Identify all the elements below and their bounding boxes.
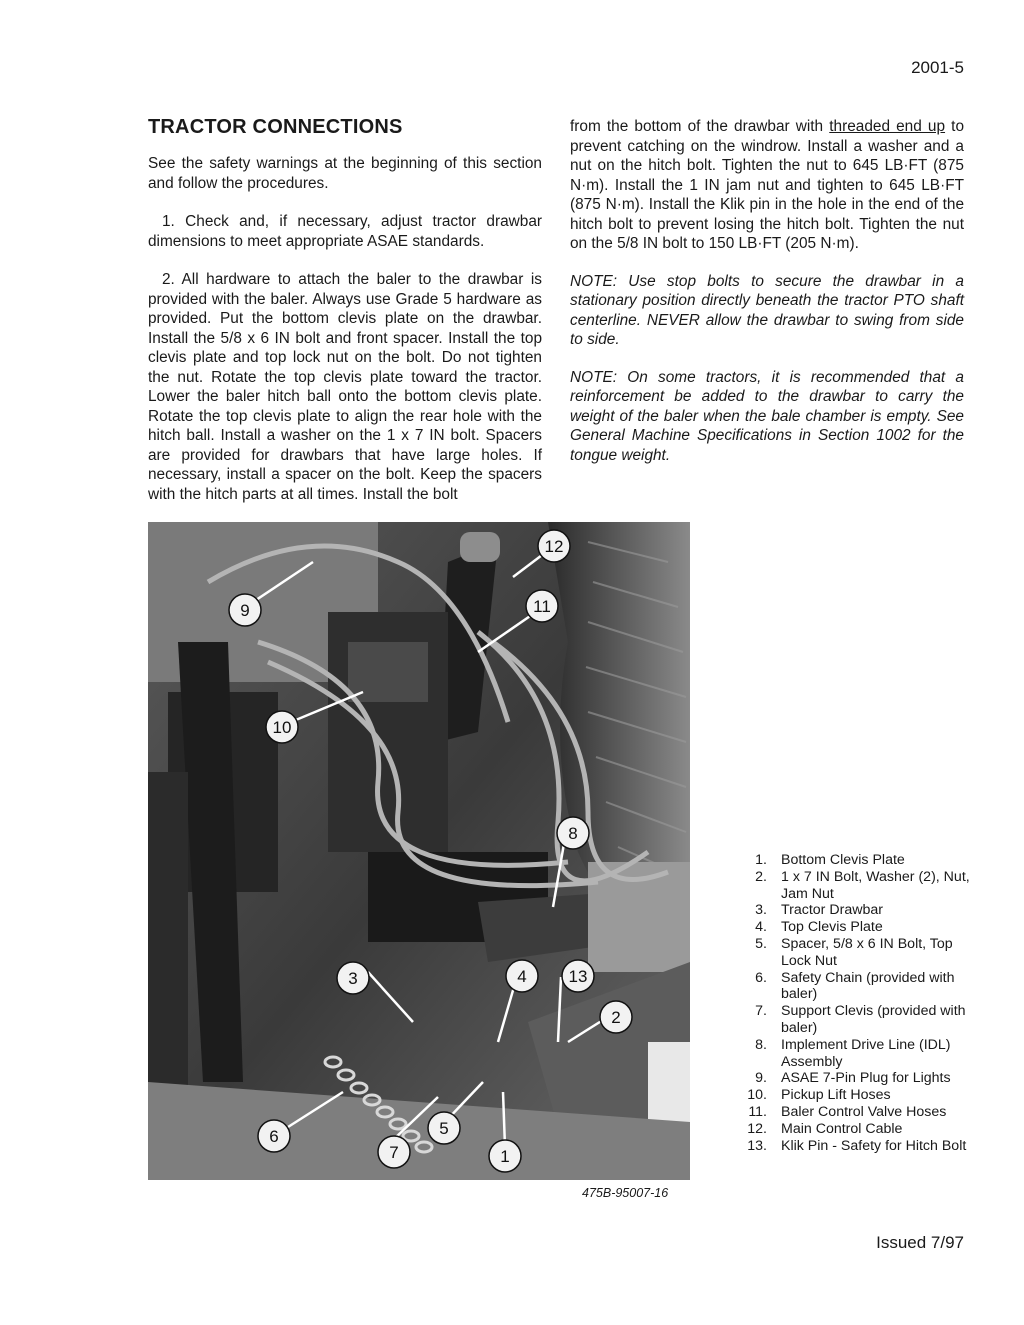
legend-text: Spacer, 5/8 x 6 IN Bolt, Top Lock Nut [781, 935, 953, 969]
step-2-continued [570, 117, 964, 254]
legend-item [732, 919, 972, 936]
figure-id: 475B-95007-16 [582, 1186, 669, 1200]
callout-7 [378, 1136, 410, 1168]
legend-text: ASAE 7-Pin Plug for Lights [781, 1070, 951, 1087]
hitch-photo [148, 522, 690, 1180]
legend-item [732, 970, 972, 1004]
callout-11 [526, 590, 558, 622]
callout-7-label: 7 [389, 1143, 399, 1162]
callout-9-label: 9 [240, 601, 250, 620]
legend-num: 13. [747, 1137, 767, 1154]
legend-item [732, 1037, 972, 1071]
legend-num: 4. [755, 919, 767, 936]
legend-text: Implement Drive Line (IDL) Assembly [781, 1036, 951, 1070]
step-2: 2. All hardware to attach the baler to the drawbar is provided with the baler. Always use Grade 5 hardware as provided. Put the bottom clevis plate on the drawbar. Install the 5/8 x 6 IN bolt and front spacer. Install the top clevis plate and top lock nut on the bolt. Do not tighten the nut. Rotate the top clevis plate toward the tractor. Lower the baler hitch ball onto the bottom clevis plate. Rotate the top clevis plate to align the rear hole with the hitch ball. Install a washer on the 1 x 7 IN bolt. Spacers are provided for drawbars that have large holes. If necessary, install a spacer on the bolt. Keep the spacers with the hitch parts at all times. Install the bolt [148, 271, 542, 503]
legend-text: Pickup Lift Hoses [781, 1087, 891, 1104]
callout-12-label: 12 [544, 537, 564, 556]
legend-num: 9. [755, 1070, 767, 1087]
legend-item [732, 936, 972, 970]
right-column [570, 117, 964, 483]
legend-text: Tractor Drawbar [781, 902, 883, 919]
callout-13 [562, 960, 594, 992]
callout-12 [538, 530, 570, 562]
callout-5 [428, 1112, 460, 1144]
legend-num: 10. [747, 1087, 767, 1104]
legend-num: 3. [755, 902, 767, 919]
legend-text: Top Clevis Plate [781, 919, 883, 936]
callout-1-label: 1 [500, 1147, 510, 1166]
legend-item [732, 1121, 972, 1138]
legend-item [732, 1138, 972, 1155]
callout-3-label: 3 [348, 969, 358, 988]
legend-item [732, 902, 972, 919]
parts-legend [732, 852, 972, 1154]
legend-text: Main Control Cable [781, 1120, 903, 1137]
legend-item [732, 1087, 972, 1104]
legend-num: 1. [755, 852, 767, 868]
callout-11-label: 11 [533, 597, 551, 616]
callout-6-label: 6 [269, 1127, 279, 1146]
legend-text: Baler Control Valve Hoses [781, 1103, 947, 1120]
legend-item [732, 1070, 972, 1087]
callout-6 [258, 1120, 290, 1152]
legend-text: Support Clevis (provided with baler) [781, 1003, 966, 1036]
continued-text-a: from the bottom of the drawbar with [570, 118, 830, 135]
step-1: 1. Check and, if necessary, adjust tractor drawbar dimensions to meet appropriate ASAE standards. [148, 213, 542, 250]
callout-1 [489, 1140, 521, 1172]
legend-num: 8. [755, 1036, 767, 1053]
legend-item [732, 869, 972, 903]
continued-text-b: to prevent catching on the windrow. Install a washer and a nut on the hitch bolt. Tighten the nut to 645 LB·FT (875 N·m). Install the 1 IN jam nut and tighten to 645 LB·FT (875 N·m). Install the Klik pin in the hole in the end of the hitch bolt to prevent losing the hitch bolt. Tighten the nut on the 5/8 IN bolt to 150 LB·FT (205 N·m). [570, 118, 964, 252]
callout-9 [229, 594, 261, 626]
legend-num: 2. [755, 868, 767, 885]
callout-3 [337, 962, 369, 994]
callout-4 [506, 960, 538, 992]
callout-2-label: 2 [611, 1008, 621, 1027]
legend-num: 5. [755, 935, 767, 952]
legend-num: 11. [748, 1103, 767, 1120]
legend-item [732, 1003, 972, 1037]
legend-num: 6. [755, 969, 767, 986]
issued-date: Issued 7/97 [876, 1233, 964, 1252]
callout-8-label: 8 [568, 824, 578, 843]
note-reinforcement: NOTE: On some tractors, it is recommended that a reinforcement be added to the drawbar to carry the weight of the baler when the bale chamber is empty. See General Machine Specifications in Section 1002 for the tongue weight. [570, 368, 964, 464]
page-number: 2001-5 [911, 58, 964, 77]
callout-8 [557, 817, 589, 849]
left-column [148, 154, 542, 523]
legend-text: Bottom Clevis Plate [781, 852, 905, 868]
callout-2 [600, 1001, 632, 1033]
legend-item [732, 852, 972, 869]
section-title: TRACTOR CONNECTIONS [148, 116, 403, 138]
callout-10 [266, 711, 298, 743]
callout-10-label: 10 [272, 718, 292, 737]
callout-4-label: 4 [517, 967, 527, 986]
threaded-end-up: threaded end up [829, 118, 946, 135]
note-stop-bolts: NOTE: Use stop bolts to secure the drawbar in a stationary position directly beneath the tractor PTO shaft centerline. NEVER allow the drawbar to swing from side to side. [570, 272, 964, 348]
legend-num: 12. [747, 1120, 767, 1137]
intro-paragraph: See the safety warnings at the beginning of this section and follow the procedures. [148, 155, 542, 192]
legend-item [732, 1104, 972, 1121]
legend-text: 1 x 7 IN Bolt, Washer (2), Nut, Jam Nut [781, 868, 970, 902]
legend-text: Klik Pin - Safety for Hitch Bolt [781, 1137, 967, 1154]
callout-5-label: 5 [439, 1119, 449, 1138]
legend-num: 7. [755, 1003, 767, 1020]
callout-13-label: 13 [568, 967, 588, 986]
legend-text: Safety Chain (provided with baler) [781, 969, 955, 1003]
